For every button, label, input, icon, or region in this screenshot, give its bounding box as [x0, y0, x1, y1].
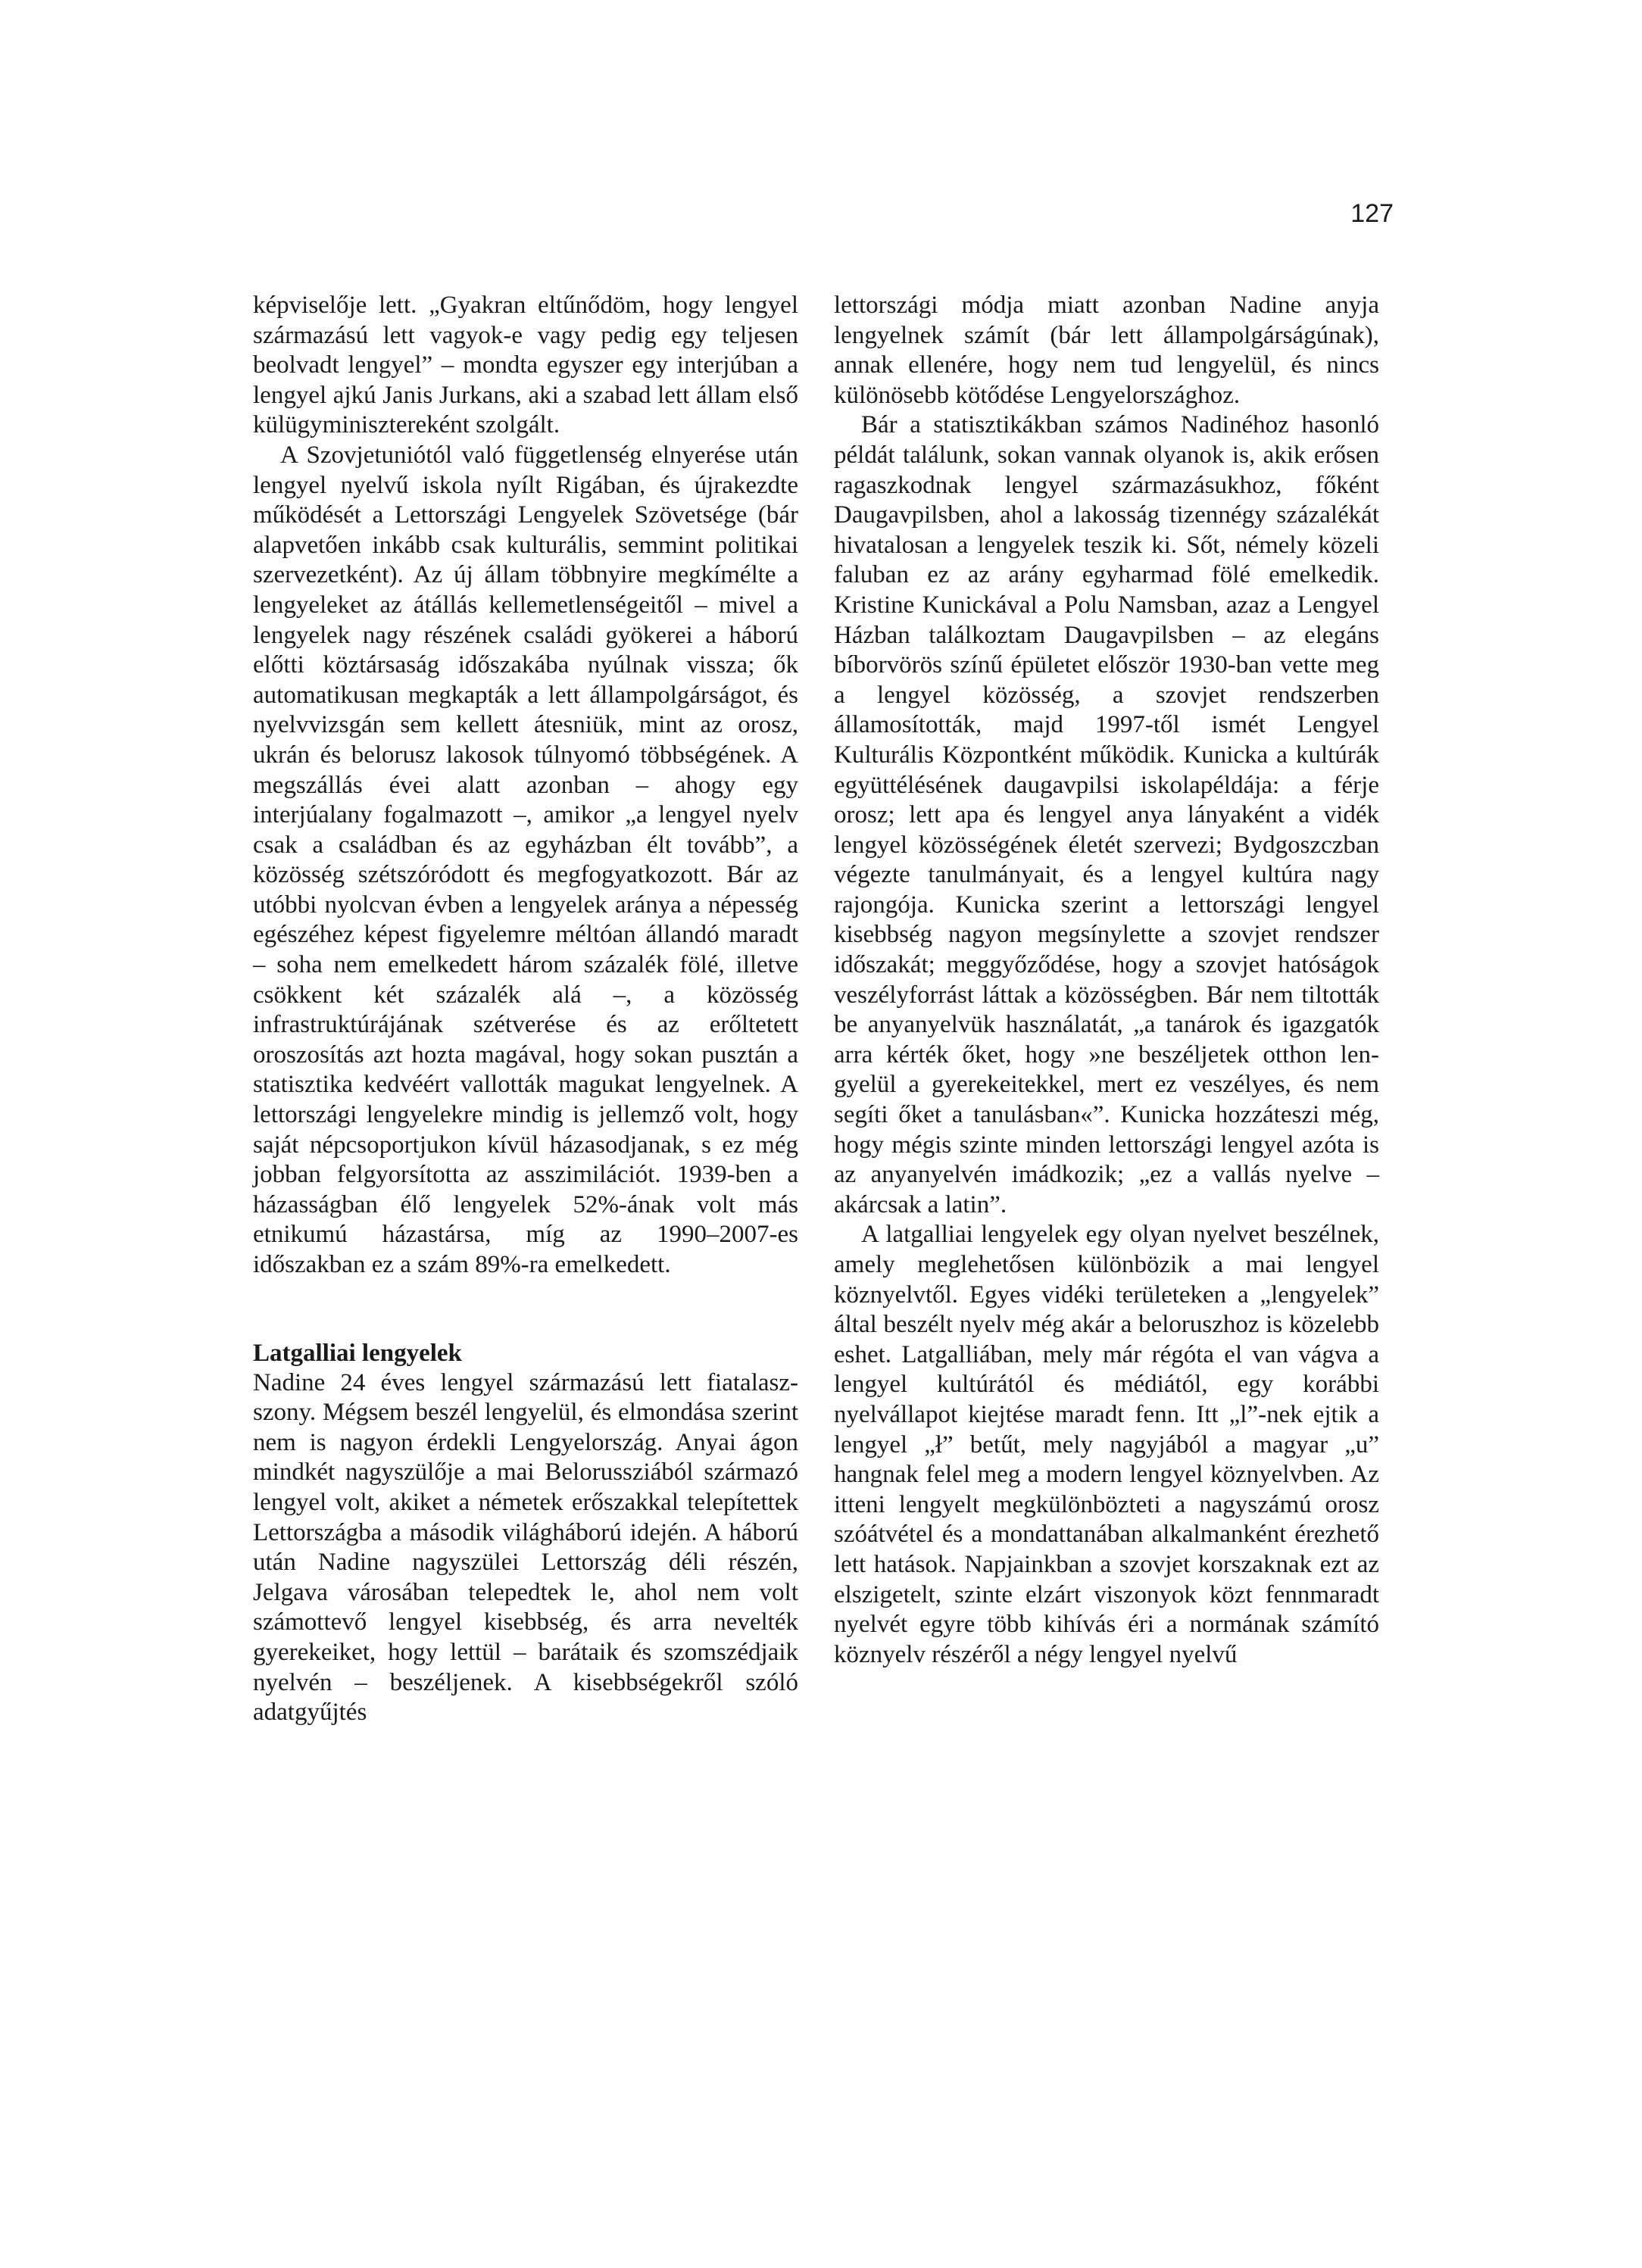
left-paragraph-1: képviselője lett. „Gyakran eltűnődöm, hogy lengyel származású lett vagyok-e vagy pedig egy teljesen beolvadt lengyel” – mondta egyszer egy interjúban a lengyel ajkú Janis Jurkans, aki a szabad lett állam első külügyminisztereként szolgált. [253, 292, 798, 439]
left-paragraph-2: A Szovjetuniótól való függetlenség elnyerése után lengyel nyelvű iskola nyílt Rigában, és újrakezdte működését a Lettországi Lengyelek Szövetsége (bár alapvetően inkább csak kulturális, semmint politikai szervezetként). Az új állam többnyire megkímélte a lengyeleket az átállás kellemetlenségeitől – mivel a lengyelek nagy részének családi gyökerei a háború előtti köztársaság időszakába nyúlnak vissza; ők automatikusan megkapták a lett állampolgárságot, és nyelvvizsgán sem kellett átesniük, mint az orosz, ukrán és belorusz lakosok túlnyomó többségének. A megszállás évei alatt azonban – ahogy egy interjúalany fogalmazott –, amikor „a lengyel nyelv csak a családban és az egyházban élt tovább”, a közösség szétszóródott és megfogyatkozott. Bár az utóbbi nyolcvan évben a lengyelek aránya a népesség egészéhez képest figyelemre méltóan állandó maradt – soha nem emelkedett három százalék fölé, illetve csökkent két százalék alá –, a közösség infrastruktúrájának szétverése és az erőltetett oroszosítás azt hozta magával, hogy sokan pusztán a statisztika kedvéért vallották magukat lengyelnek. A lettországi lengyelekre mindig is jellemző volt, hogy saját népcsoportjukon kívül házasodjanak, s ez még jobban felgyorsította az asszimilációt. 1939-ben a házasságban élő lengyelek 52%-ának volt más etnikumú házastársa, míg az 1990–2007-es időszakban ez a szám 89%-ra emelkedett. [253, 441, 798, 1278]
section-heading: Latgalliai lengyelek [253, 1339, 462, 1367]
left-paragraph-3: Nadine 24 éves lengyel származású lett fiatalaszszony. Mégsem beszél lengyelül, és elmondása szerint nem is nagyon érdekli Lengyelország. Anyai ágon mindkét nagyszülője a mai Belorussziából származó lengyel volt, akiket a németek erőszakkal telepítettek Lettországba a második világháború idején. A háború után Nadine nagyszülei Lettország déli részén, Jelgava városában telepedtek le, ahol nem volt számottevő lengyel kisebbség, és arra nevelték gyerekeiket, hogy lettül – barátaik és szomszédjaik nyelvén – beszéljenek. A kisebbségekről szóló adatgyűjtés [253, 1368, 798, 1727]
right-column [834, 291, 1379, 1670]
right-paragraph-3: A latgalliai lengyelek egy olyan nyelvet beszélnek, amely meglehetősen különbözik a mai lengyel köznyelvtől. Egyes vidéki területeken a „lengyelek” által beszélt nyelv még akár a beloruszhoz is közelebb eshet. Latgalliában, mely már régóta el van vágva a lengyel kultúrától és médiától, egy korábbi nyelvállapot kiejtése maradt fenn. Itt „l”-nek ejtik a lengyel „ł” betűt, mely nagyjából a magyar „u” hangnak felel meg a modern lengyel köznyelvben. Az itteni lengyelt megkülönbözteti a nagyszámú orosz szóátvétel és a mondattanában alkalmanként érezhető lett hatások. Napjainkban a szovjet korszaknak ezt az elszigetelt, szinte elzárt viszonyok közt fennmaradt nyelvét egyre több kihívás éri a normának számító köznyelv részéről a négy lengyel nyelvű [834, 1221, 1379, 1668]
right-paragraph-2: Bár a statisztikákban számos Nadinéhoz hasonló példát találunk, sokan vannak olyanok is, akik erősen ragaszkodnak lengyel származásukhoz, főként Daugavpilsben, ahol a lakosság tizennégy százalékát hivatalosan a lengyelek teszik ki. Sőt, némely közeli faluban ez az arány egyharmad fölé emelkedik. Kristine Kunickával a Polu Namsban, azaz a Lengyel Házban találkoztam Daugavpilsben – az elegáns bíborvörös színű épületet először 1930-ban vette meg a lengyel közösség, a szovjet rendszerben államosították, majd 1997-től ismét Lengyel Kulturális Központként működik. Kunicka a kultúrák együttélésének daugavpilsi iskolapéldája: a férje orosz; lett apa és lengyel anya lányaként a vidék lengyel közösségének életét szervezi; Bydgoszczban végezte tanulmányait, és a lengyel kultúra nagy rajongója. Kunicka szerint a lettországi lengyel kisebbség nagyon megsínylette a szovjet rendszer időszakát; meggyőződése, hogy a szovjet hatóságok veszélyforrást láttak a közösségben. Bár nem tiltották be anyanyelvük használatát, „a tanárok és igazgatók arra kérték őket, hogy »ne beszéljetek otthon lengyelül a gyerekeitekkel, mert ez veszélyes, és nem segíti őket a tanulásban«”. Kunicka hozzáteszi még, hogy mégis szinte minden lettországi lengyel azóta is az anyanyelvén imádkozik; „ez a vallás nyelve – akárcsak a latin”. [834, 411, 1379, 1218]
right-paragraph-1: lettországi módja miatt azonban Nadine anyja lengyelnek számít (bár lett állampolgárságúnak), annak ellenére, hogy nem tud lengyelül, és nincs különösebb kötődése Lengyelországhoz. [834, 292, 1379, 409]
page-number: 127 [1350, 199, 1394, 228]
left-column [253, 291, 798, 1728]
